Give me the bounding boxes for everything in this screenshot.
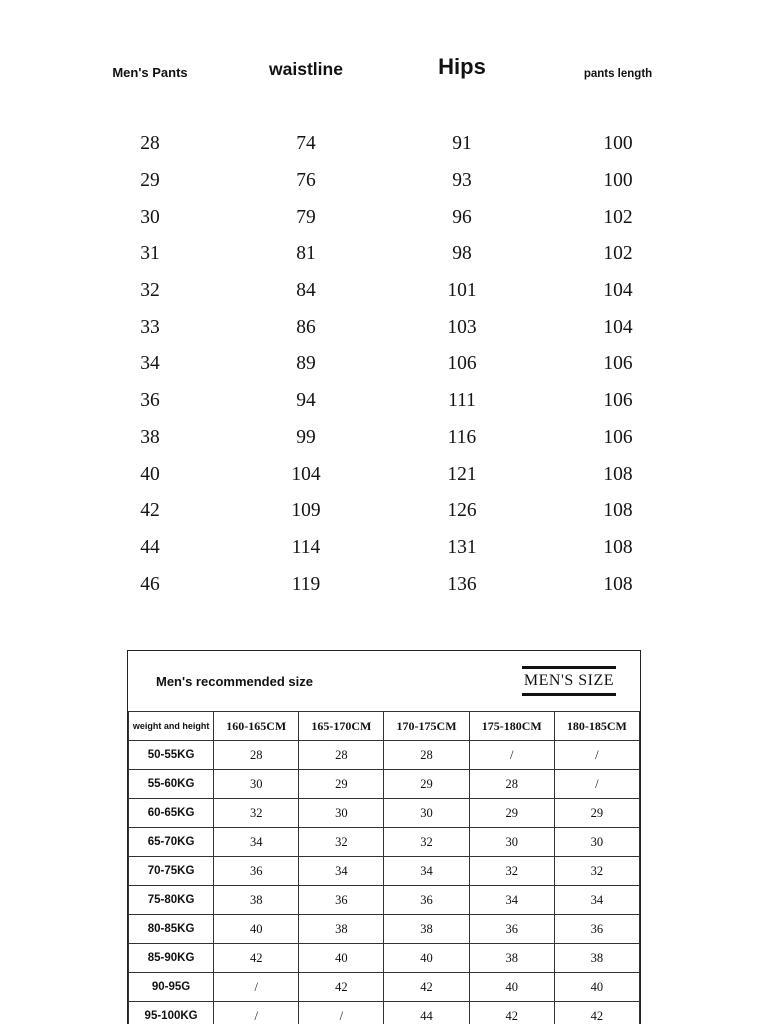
recommended-size-title: Men's recommended size [156, 673, 313, 689]
table-cell: / [299, 1002, 384, 1024]
table-row [72, 383, 696, 420]
table-row [72, 420, 696, 457]
table-cell: 100 [603, 170, 633, 192]
table-cell: 29 [469, 799, 554, 828]
table-cell: 106 [603, 353, 633, 375]
table-row [129, 828, 640, 857]
table-cell: 30 [384, 799, 469, 828]
column-header-mens-pants: Men's Pants [112, 65, 188, 80]
table-row [129, 886, 640, 915]
table-row [129, 799, 640, 828]
table-cell: 75-80KG [129, 886, 214, 915]
table-cell: 28 [214, 741, 299, 770]
table-cell: 36 [140, 390, 160, 412]
table-cell: 36 [384, 886, 469, 915]
column-header-175-180: 175-180CM [469, 712, 554, 741]
table-row [129, 741, 640, 770]
table-cell: 116 [447, 426, 477, 448]
table-cell: 79 [296, 206, 316, 228]
column-header-165-170: 165-170CM [299, 712, 384, 741]
table-cell: 38 [299, 915, 384, 944]
table-cell: 46 [140, 573, 160, 595]
table-cell: 108 [603, 536, 633, 558]
recommended-size-title-row [128, 651, 640, 711]
table-cell: 32 [554, 857, 639, 886]
table-cell: 38 [214, 886, 299, 915]
table-cell: 108 [603, 573, 633, 595]
table-cell: / [214, 973, 299, 1002]
table-cell: 40 [214, 915, 299, 944]
table-cell: 95-100KG [129, 1002, 214, 1024]
table-row [72, 199, 696, 236]
pants-size-table [72, 54, 696, 603]
table-cell: 40 [384, 944, 469, 973]
recommended-size-table-body [129, 741, 640, 1024]
table-cell: 40 [299, 944, 384, 973]
table-cell: 30 [299, 799, 384, 828]
table-cell: 103 [447, 316, 477, 338]
table-cell: 98 [452, 243, 472, 265]
table-cell: 70-75KG [129, 857, 214, 886]
table-cell: 40 [469, 973, 554, 1002]
table-cell: / [554, 770, 639, 799]
recommended-size-table [127, 650, 641, 1024]
table-cell: / [469, 741, 554, 770]
table-row [129, 1002, 640, 1024]
table-cell: 38 [384, 915, 469, 944]
column-header-160-165: 160-165CM [214, 712, 299, 741]
table-cell: 42 [554, 1002, 639, 1024]
table-cell: 81 [296, 243, 316, 265]
table-cell: 30 [469, 828, 554, 857]
table-cell: 100 [603, 133, 633, 155]
table-cell: / [214, 1002, 299, 1024]
pants-size-table-body [72, 126, 696, 603]
table-cell: 126 [447, 500, 477, 522]
table-cell: 42 [140, 500, 160, 522]
table-row [72, 309, 696, 346]
table-cell: 91 [452, 133, 472, 155]
column-header-180-185: 180-185CM [554, 712, 639, 741]
table-cell: 36 [554, 915, 639, 944]
column-header-170-175: 170-175CM [384, 712, 469, 741]
table-cell: 44 [384, 1002, 469, 1024]
table-cell: 76 [296, 170, 316, 192]
table-cell: 84 [296, 280, 316, 302]
table-cell: 40 [554, 973, 639, 1002]
table-cell: 106 [447, 353, 477, 375]
table-cell: 80-85KG [129, 915, 214, 944]
table-row [72, 530, 696, 567]
table-cell: 108 [603, 463, 633, 485]
table-cell: 119 [291, 573, 321, 595]
table-cell: 42 [299, 973, 384, 1002]
pants-size-header-row [72, 54, 696, 126]
table-row [72, 236, 696, 273]
table-cell: 55-60KG [129, 770, 214, 799]
table-cell: 136 [447, 573, 477, 595]
table-cell: 42 [214, 944, 299, 973]
table-row [129, 770, 640, 799]
table-cell: 32 [469, 857, 554, 886]
table-cell: 36 [214, 857, 299, 886]
table-cell: 42 [469, 1002, 554, 1024]
table-cell: 28 [140, 133, 160, 155]
table-row [72, 126, 696, 163]
table-cell: 96 [452, 206, 472, 228]
table-cell: 104 [291, 463, 321, 485]
table-cell: 38 [469, 944, 554, 973]
table-cell: 60-65KG [129, 799, 214, 828]
table-cell: 32 [299, 828, 384, 857]
table-cell: 108 [603, 500, 633, 522]
table-row [72, 566, 696, 603]
table-cell: 104 [603, 316, 633, 338]
table-cell: 29 [299, 770, 384, 799]
table-row [72, 456, 696, 493]
table-cell: 31 [140, 243, 160, 265]
table-cell: 38 [554, 944, 639, 973]
table-cell: 34 [140, 353, 160, 375]
table-cell: 74 [296, 133, 316, 155]
table-cell: 99 [296, 426, 316, 448]
column-header-waistline: waistline [269, 59, 343, 79]
table-row [129, 857, 640, 886]
table-cell: 85-90KG [129, 944, 214, 973]
table-cell: 111 [448, 390, 476, 412]
table-row [72, 273, 696, 310]
table-cell: 131 [447, 536, 477, 558]
table-cell: 29 [384, 770, 469, 799]
table-cell: 34 [214, 828, 299, 857]
table-cell: 30 [554, 828, 639, 857]
table-cell: 109 [291, 500, 321, 522]
table-cell: 28 [299, 741, 384, 770]
table-cell: 93 [452, 170, 472, 192]
table-cell: 102 [603, 243, 633, 265]
column-header-pants-length: pants length [583, 68, 653, 80]
table-cell: 106 [603, 390, 633, 412]
table-cell: 30 [214, 770, 299, 799]
table-cell: 29 [554, 799, 639, 828]
table-cell: 28 [384, 741, 469, 770]
table-cell: 29 [140, 170, 160, 192]
table-cell: 34 [384, 857, 469, 886]
table-cell: 114 [291, 536, 321, 558]
table-row [129, 973, 640, 1002]
table-cell: 38 [140, 426, 160, 448]
table-cell: 28 [469, 770, 554, 799]
grid-header-row [129, 712, 640, 741]
table-cell: 34 [299, 857, 384, 886]
table-cell: 65-70KG [129, 828, 214, 857]
table-cell: 50-55KG [129, 741, 214, 770]
table-cell: 101 [447, 280, 477, 302]
table-cell: 102 [603, 206, 633, 228]
table-row [72, 493, 696, 530]
column-header-weight-and-height: weight and height [129, 712, 214, 741]
table-row [129, 944, 640, 973]
table-row [72, 163, 696, 200]
table-cell: / [554, 741, 639, 770]
table-cell: 30 [140, 206, 160, 228]
table-cell: 32 [384, 828, 469, 857]
table-cell: 36 [299, 886, 384, 915]
table-cell: 33 [140, 316, 160, 338]
brand-label: MEN'S SIZE [522, 666, 616, 696]
table-cell: 40 [140, 463, 160, 485]
table-cell: 106 [603, 426, 633, 448]
table-cell: 86 [296, 316, 316, 338]
table-cell: 94 [296, 390, 316, 412]
table-cell: 32 [140, 280, 160, 302]
table-cell: 104 [603, 280, 633, 302]
table-cell: 34 [469, 886, 554, 915]
table-row [129, 915, 640, 944]
table-cell: 121 [447, 463, 477, 485]
table-row [72, 346, 696, 383]
recommended-size-grid [128, 711, 640, 1024]
table-cell: 36 [469, 915, 554, 944]
table-cell: 89 [296, 353, 316, 375]
table-cell: 32 [214, 799, 299, 828]
table-cell: 34 [554, 886, 639, 915]
column-header-hips: Hips [438, 54, 486, 79]
table-cell: 44 [140, 536, 160, 558]
table-cell: 42 [384, 973, 469, 1002]
table-cell: 90-95G [129, 973, 214, 1002]
